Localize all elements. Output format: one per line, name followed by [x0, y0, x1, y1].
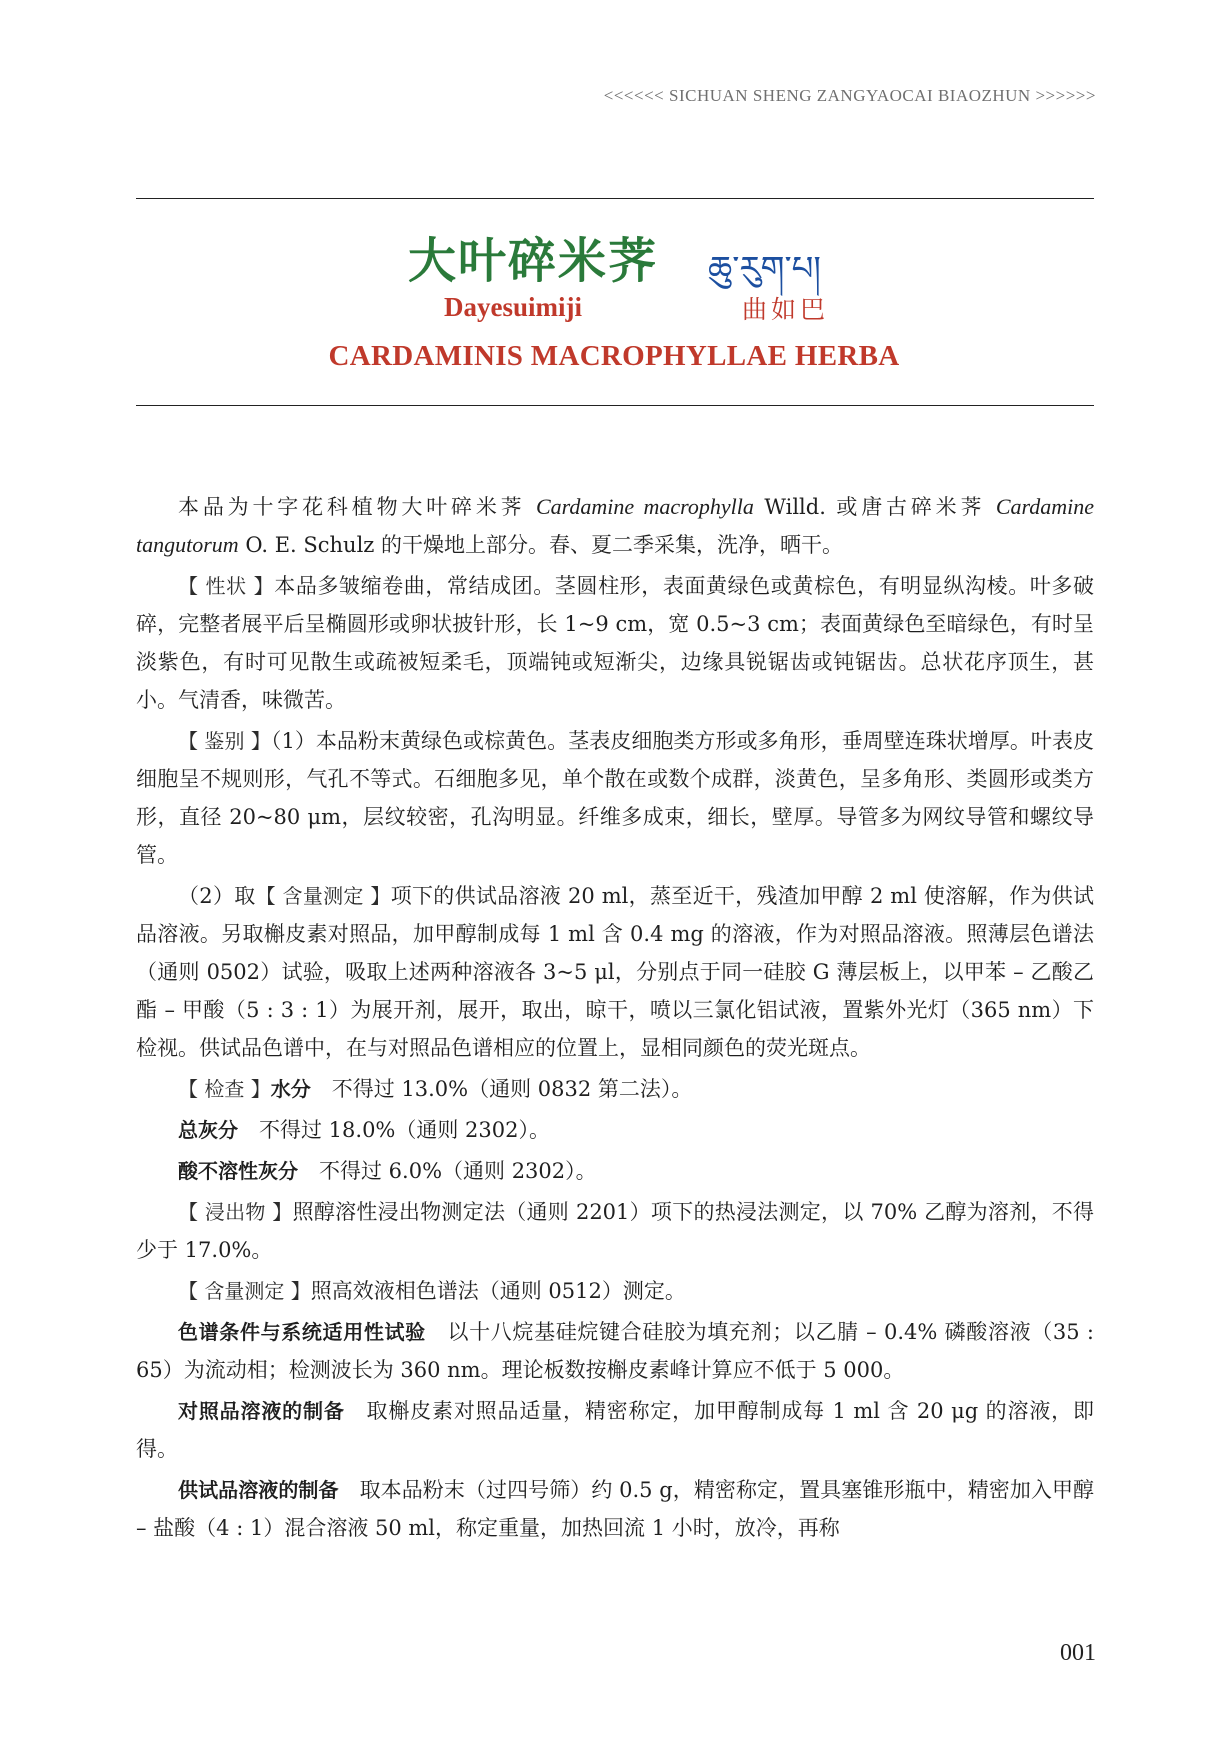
identification-paragraph-1: 【 鉴别 】（1）本品粉末黄绿色或棕黄色。茎表皮细胞类方形或多角形，垂周壁连珠状增厚。叶表皮细胞呈不规则形，气孔不等式。石细胞多见，单个散在或数个成群，淡黄色，呈多角形、类圆形或类方形，直径 20~80 μm，层纹较密，孔沟明显。纤维多成束，细长，壁厚。导管多为网纹导管和螺纹导管。: [136, 729, 1094, 867]
total-ash-paragraph: 总灰分 不得过 18.0%（通则 2302）。: [178, 1118, 551, 1142]
species-name: Cardamine tangutorum: [136, 494, 1094, 557]
chinese-title: 大叶碎米荠: [408, 233, 659, 289]
monograph-body: [136, 488, 1094, 1547]
section-tag: 【 含量测定 】: [178, 1279, 311, 1303]
section-tag: 【 含量测定 】: [255, 884, 391, 908]
tibetan-title: ཆུ་རུག་པ།: [708, 249, 821, 289]
chromatography-paragraph: 色谱条件与系统适用性试验 以十八烷基硅烷键合硅胶为填充剂；以乙腈 – 0.4% 磷酸溶液（35 : 65）为流动相；检测波长为 360 nm。理论板数按槲皮素峰计算应不低于 5 000。: [136, 1320, 1095, 1382]
acid-insoluble-ash-paragraph: 酸不溶性灰分 不得过 6.0%（通则 2302）。: [178, 1159, 597, 1183]
item-label: 对照品溶液的制备: [178, 1399, 345, 1423]
header-rule-bottom: [136, 405, 1094, 406]
running-header: <<<<<< SICHUAN SHENG ZANGYAOCAI BIAOZHUN >>>>>>: [603, 86, 1096, 105]
species-name: Cardamine macrophylla: [536, 494, 754, 519]
page-number: 001: [1060, 1640, 1096, 1666]
identification-paragraph-2: （2）取【 含量测定 】项下的供试品溶液 20 ml，蒸至近干，残渣加甲醇 2 ml 使溶解，作为供试品溶液。另取槲皮素对照品，加甲醇制成每 1 ml 含 0.4 mg 的溶液，作为对照品溶液。照薄层色谱法（通则 0502）试验，吸取上述两种溶液各 3~5 μl，分别点于同一硅胶 G 薄层板上，以甲苯 – 乙酸乙酯 – 甲酸（5 : 3 : 1）为展开剂，展开，取出，晾干，喷以三氯化铝试液，置紫外光灯（365 nm）下检视。供试品色谱中，在与对照品色谱相应的位置上，显相同颜色的荧光斑点。: [136, 884, 1094, 1060]
section-tag: 【 浸出物 】: [178, 1200, 293, 1224]
section-tag: 【 性状 】: [178, 574, 275, 598]
description-paragraph: 【 性状 】本品多皱缩卷曲，常结成团。茎圆柱形，表面黄绿色或黄棕色，有明显纵沟棱。叶多破碎，完整者展平后呈椭圆形或卵状披针形，长 1~9 cm，宽 0.5~3 cm；表面黄绿色至暗绿色，有时呈淡紫色，有时可见散生或疏被短柔毛，顶端钝或短渐尖，边缘具锐锯齿或钝锯齿。总状花序顶生，甚小。气清香，味微苦。: [136, 574, 1095, 712]
test-solution-paragraph: 供试品溶液的制备 取本品粉末（过四号筛）约 0.5 g，精密称定，置具塞锥形瓶中，精密加入甲醇 – 盐酸（4 : 1）混合溶液 50 ml，称定重量，加热回流 1 小时，放冷，再称: [136, 1478, 1095, 1540]
extractives-paragraph: 【 浸出物 】照醇溶性浸出物测定法（通则 2201）项下的热浸法测定，以 70% 乙醇为溶剂，不得少于 17.0%。: [136, 1200, 1094, 1262]
inspection-paragraph: 【 检查 】水分 不得过 13.0%（通则 0832 第二法）。: [178, 1077, 693, 1101]
item-label: 总灰分: [178, 1118, 238, 1142]
assay-paragraph: 【 含量测定 】照高效液相色谱法（通则 0512）测定。: [178, 1279, 686, 1303]
item-label: 供试品溶液的制备: [178, 1478, 339, 1502]
section-tag: 【 鉴别 】: [178, 729, 271, 753]
item-label: 色谱条件与系统适用性试验: [178, 1320, 426, 1344]
item-label: 酸不溶性灰分: [178, 1159, 298, 1183]
reference-solution-paragraph: 对照品溶液的制备 取槲皮素对照品适量，精密称定，加甲醇制成每 1 ml 含 20 μg 的溶液，即得。: [136, 1399, 1095, 1461]
header-rule-top: [136, 198, 1094, 199]
item-label: 水分: [270, 1077, 311, 1101]
tibetan-transliteration: 曲如巴: [742, 295, 830, 324]
pinyin-title: Dayesuimiji: [444, 292, 582, 322]
latin-title: CARDAMINIS MACROPHYLLAE HERBA: [328, 340, 900, 372]
intro-paragraph: 本品为十字花科植物大叶碎米荠 Cardamine macrophylla Willd. 或唐古碎米荠 Cardamine tangutorum O. E. Schulz 的干燥地上部分。春、夏二季采集，洗净，晒干。: [136, 494, 1094, 557]
section-tag: 【 检查 】: [178, 1077, 271, 1101]
